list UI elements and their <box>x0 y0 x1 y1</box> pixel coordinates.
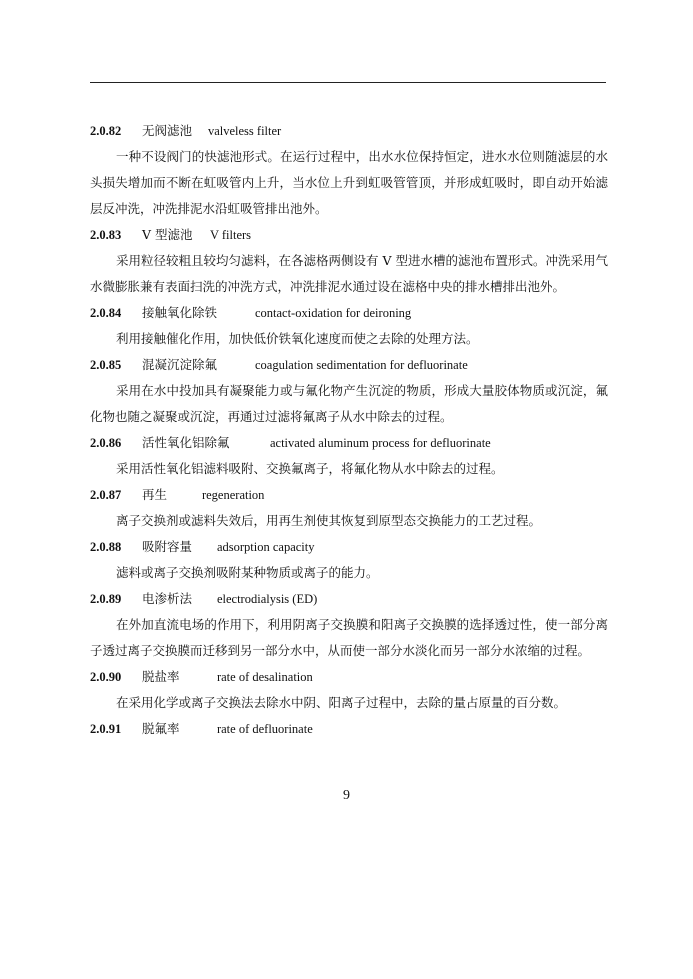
term-heading <box>90 664 608 690</box>
term-english: contact-oxidation for deironing <box>254 306 412 320</box>
term-chinese: 无阀滤池 <box>141 123 192 138</box>
term-chinese: 吸附容量 <box>141 539 192 554</box>
term-number: 2.0.84 <box>90 306 122 320</box>
term-chinese: 脱盐率 <box>141 669 180 684</box>
term-number: 2.0.83 <box>90 228 122 242</box>
term-chinese: V 型滤池 <box>141 227 193 242</box>
term-chinese: 再生 <box>141 487 167 502</box>
term-chinese: 混凝沉淀除氟 <box>141 357 217 372</box>
term-chinese: 脱氟率 <box>141 721 180 736</box>
term-number: 2.0.86 <box>90 436 122 450</box>
term-heading <box>90 586 608 612</box>
term-english: adsorption capacity <box>216 540 315 554</box>
term-heading <box>90 352 608 378</box>
term-english: electrodialysis (ED) <box>216 592 318 606</box>
term-english: valveless filter <box>207 124 282 138</box>
page-number: 9 <box>343 788 350 803</box>
term-definition: 采用在水中投加具有凝聚能力或与氟化物产生沉淀的物质，形成大量胶体物质或沉淀，氟化物也随之凝聚或沉淀，再通过过滤将氟离子从水中除去的过程。 <box>90 383 608 424</box>
term-heading <box>90 118 608 144</box>
term-definition: 滤料或离子交换剂吸附某种物质或离子的能力。 <box>116 565 379 580</box>
term-chinese: 接触氧化除铁 <box>141 305 217 320</box>
term-number: 2.0.90 <box>90 670 122 684</box>
term-english: V filters <box>209 228 252 242</box>
term-chinese: 活性氧化铝除氟 <box>141 435 230 450</box>
term-number: 2.0.89 <box>90 592 122 606</box>
term-heading <box>90 482 608 508</box>
term-english: coagulation sedimentation for defluorinate <box>254 358 468 372</box>
term-number: 2.0.82 <box>90 124 122 138</box>
term-definition: 离子交换剂或滤料失效后，用再生剂使其恢复到原型态交换能力的工艺过程。 <box>116 513 542 528</box>
term-heading <box>90 222 608 248</box>
term-number: 2.0.85 <box>90 358 122 372</box>
term-heading <box>90 534 608 560</box>
term-definition: 在外加直流电场的作用下，利用阴离子交换膜和阳离子交换膜的选择透过性，使一部分离子透过离子交换膜而迁移到另一部分水中，从而使一部分水淡化而另一部分水浓缩的过程。 <box>90 617 608 658</box>
term-number: 2.0.87 <box>90 488 122 502</box>
term-heading <box>90 716 608 742</box>
term-definition: 采用粒径较粗且较均匀滤料，在各滤格两侧设有 V 型进水槽的滤池布置形式。冲洗采用气水微膨胀兼有表面扫洗的冲洗方式，冲洗排泥水通过设在滤格中央的排水槽排出池外。 <box>90 253 608 294</box>
term-english: activated aluminum process for defluorinate <box>269 436 491 450</box>
term-heading <box>90 430 608 456</box>
glossary-body <box>90 118 608 742</box>
term-chinese: 电渗析法 <box>141 591 192 606</box>
term-definition: 利用接触催化作用，加快低价铁氧化速度而使之去除的处理方法。 <box>116 331 479 346</box>
term-number: 2.0.91 <box>90 722 122 736</box>
term-definition: 一种不设阀门的快滤池形式。在运行过程中，出水水位保持恒定，进水水位则随滤层的水头损失增加而不断在虹吸管内上升，当水位上升到虹吸管管顶，并形成虹吸时，即自动开始滤层反冲洗，冲洗排泥水沿虹吸管排出池外。 <box>90 149 608 216</box>
header-rule <box>90 82 606 83</box>
term-definition: 采用活性氧化铝滤料吸附、交换氟离子，将氟化物从水中除去的过程。 <box>116 461 504 476</box>
term-number: 2.0.88 <box>90 540 122 554</box>
term-english: regeneration <box>201 488 265 502</box>
term-english: rate of defluorinate <box>216 722 313 736</box>
term-heading <box>90 300 608 326</box>
term-definition: 在采用化学或离子交换法去除水中阴、阳离子过程中，去除的量占原量的百分数。 <box>116 695 567 710</box>
term-english: rate of desalination <box>216 670 313 684</box>
